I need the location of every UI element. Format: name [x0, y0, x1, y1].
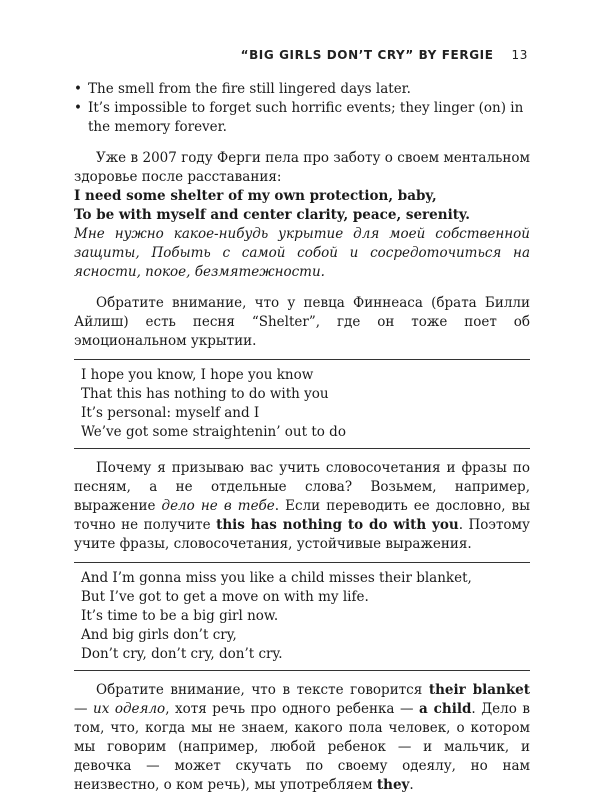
page-body	[74, 80, 530, 795]
lyric-line: That this has nothing to do with you	[81, 386, 329, 402]
lyric-line: It’s personal: myself and I	[81, 405, 260, 421]
lyric-line: I hope you know, I hope you know	[81, 367, 314, 383]
paragraph-shelter: Обратите внимание, что у певца Финнеаса (брата Билли Айлиш) есть песня “Shelter”, где он тоже поет об эмоциональном укрытии.	[74, 295, 530, 349]
lyrics-block-2	[74, 563, 530, 670]
chapter-title: “BIG GIRLS DON’T CRY” BY FERGIE	[240, 48, 494, 62]
quote-translation: Мне нужно какое-нибудь укрытие для моей собственной защиты, Побыть с самой собой и сосредоточиться на ясности, покое, безмятежности.	[74, 226, 530, 280]
lyric-line: Don’t cry, don’t cry, don’t cry.	[81, 646, 283, 662]
lyrics-block-1	[74, 360, 530, 448]
paragraph-phrases: Почему я призываю вас учить словосочетания и фразы по песням, а не отдельные слова? Возьмем, например, выражение дело не в тебе. Если переводить ее дословно, вы точно не получите this has nothing to do with you. Поэтому учите фразы, словосочетания, устойчивые выражения.	[74, 460, 530, 552]
bullet-item: • It’s impossible to forget such horrific events; they linger (on) in the memory forever.	[74, 99, 530, 137]
paragraph-intro: Уже в 2007 году Ферги пела про заботу о своем ментальном здоровье после расставания:	[74, 150, 530, 185]
bullet-item: • The smell from the fire still lingered days later.	[74, 80, 530, 99]
lyric-line: And I’m gonna miss you like a child misses their blanket,	[81, 570, 472, 586]
lyric-line: It’s time to be a big girl now.	[81, 608, 279, 624]
quote-line-en: To be with myself and center clarity, peace, serenity.	[74, 207, 470, 223]
divider	[74, 670, 530, 671]
paragraph-blanket: Обратите внимание, что в тексте говорится their blanket — их одеяло, хотя речь про одного ребенка — a child. Дело в том, что, когда мы не знаем, какого пола человек, о котором мы говорим (например, любой ребенок — и мальчик, и девочка — может скучать по своему одеялу, но нам неизвестно, о ком речь), мы употребляем they.	[74, 682, 530, 793]
page-number: 13	[511, 48, 528, 62]
lyric-line: And big girls don’t cry,	[81, 627, 237, 643]
divider	[74, 448, 530, 449]
running-header	[241, 48, 528, 62]
quote-line-en: I need some shelter of my own protection, baby,	[74, 188, 437, 204]
lyric-line: We’ve got some straightenin’ out to do	[81, 424, 346, 440]
lyric-line: But I’ve got to get a move on with my life.	[81, 589, 369, 605]
